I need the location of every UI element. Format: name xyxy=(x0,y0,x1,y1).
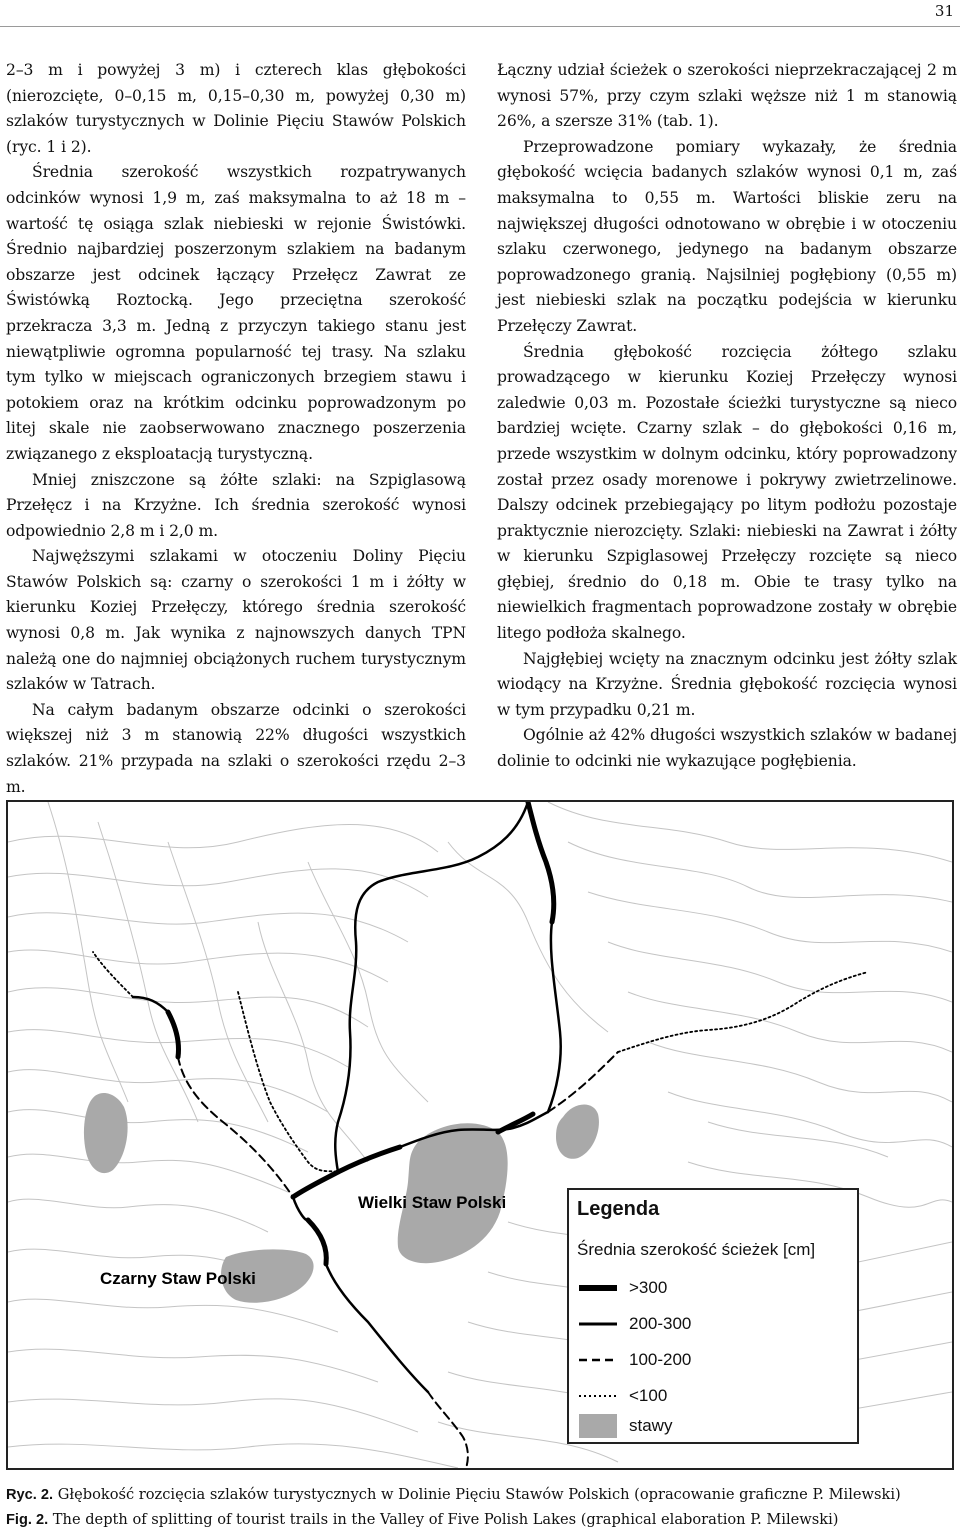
lake-label-wielki: Wielki Staw Polski xyxy=(358,1193,507,1212)
legend-item-label: <100 xyxy=(629,1386,668,1405)
paragraph: Średnia szerokość wszystkich rozpatrywanych odcinków wynosi 1,9 m, zaś maksymalna to aż 18 m – wartość tę osiąga szlak niebieski w rejonie Świstówki. Średnio najbardziej poszerzonym szlakiem na badanym obszarze jest odcinek łączący Przełęcz Zawrat ze Świstówką Roztocką. Jego przeciętna szerokość przekracza 3,3 m. Jedną z przyczyn takiego stanu jest niewątpliwie ogromna popularność tej trasy. Na szlaku tym tylko w miejscach ograniczonych brzegiem stawu i potokiem oraz na krótkim odcinku poprowadzonym po litej skale nie zaobserwowano znacznego poszerzenia związanego z eksploatacją turystyczną. xyxy=(6,163,466,463)
legend-title: Legenda xyxy=(577,1198,660,1220)
paragraph: Przeprowadzone pomiary wykazały, że średnia głębokość wcięcia badanych szlaków wynosi 0,1 m, zaś maksymalna to 0,55 m. Wartości bliskie zeru na największej długości odnotowano w obrębie i w otoczeniu szlaku czerwonego, jedynego na badanym obszarze poprowadzonego granią. Najsilniej pogłębiony (0,55 m) jest niebieski szlak na początku podejścia w kierunku Przełęczy Zawrat. xyxy=(497,137,957,335)
trail-solid xyxy=(326,1264,428,1392)
legend-item-100-200 xyxy=(577,1346,847,1374)
map-legend xyxy=(567,1188,859,1444)
trail-dashed xyxy=(178,1057,293,1197)
trail-solid xyxy=(293,1197,308,1220)
caption-label: Fig. 2. xyxy=(6,1512,49,1528)
lake-east xyxy=(556,1105,599,1159)
figure-caption-english xyxy=(6,1511,954,1528)
legend-item-under-100 xyxy=(577,1382,847,1410)
right-text-column xyxy=(497,58,957,775)
paragraph: Średnia głębokość rozcięcia żółtego szlaku prowadzącego w kierunku Koziej Przełęczy wynosi zaledwie 0,03 m. Pozostałe ścieżki turystyczne są nieco bardziej wcięte. Czarny szlak – do głębokości 0,16 m, przede wszystkim w dolnym odcinku, który poprowadzony został przez osady morenowe i pokrywy zwietrzelinowe. Dalszy odcinek przebiegający po litym podłożu pozostaje praktycznie nierozcięty. Szlaki: niebieski na Zawrat i żółty w kierunku Szpiglasowej Przełęczy rozcięte są nieco głębiej, średnio do 0,18 m. Obie te trasy tylko na niewielkich fragmentach poprowadzone zostały w obrębie litego podłoża skalnego. xyxy=(497,342,957,643)
paragraph: Najgłębiej wcięty na znacznym odcinku jest żółty szlak wiodący na Krzyżne. Średnia głębokość rozcięcia wynosi w tym przypadku 0,21 m. xyxy=(497,649,957,719)
legend-item-label: >300 xyxy=(629,1278,668,1297)
paragraph: Mniej zniszczone są żółte szlaki: na Szpiglasową Przełęcz i na Krzyżne. Ich średnia szerokość wynosi odpowiednio 2,8 m i 2,0 m. xyxy=(6,470,466,540)
trail-wide xyxy=(308,1220,326,1264)
paragraph: Najwęższymi szlakami w otoczeniu Doliny Pięciu Stawów Polskich są: czarny o szerokości 1 m i żółty w kierunku Koziej Przełęczy, którego średnia szerokość wynosi 0,8 m. Jak wynika z najnowszych danych TPN należą one do najmniej obciążonych ruchem turystycznym szlaków w Tatrach. xyxy=(6,547,466,694)
lake-west xyxy=(84,1093,128,1173)
legend-item-label: 200-300 xyxy=(629,1314,692,1333)
lake-swatch-icon xyxy=(577,1412,619,1440)
legend-item-over-300 xyxy=(577,1274,847,1302)
paragraph: Łączny udział ścieżek o szerokości nieprzekraczającej 2 m wynosi 57%, przy czym szlaki węższe niż 1 m stanowią 26%, a szersze 31% (tab. 1). xyxy=(497,61,957,131)
paragraph: 2–3 m i powyżej 3 m) i czterech klas głębokości (nierozcięte, 0–0,15 m, 0,15–0,30 m, powyżej 0,30 m) szlaków turystycznych w Dolinie Pięciu Stawów Polskich (ryc. 1 i 2). xyxy=(6,61,466,156)
trail-map-figure xyxy=(6,800,954,1470)
thick-line-icon xyxy=(577,1274,619,1302)
legend-item-label: stawy xyxy=(629,1416,673,1435)
header-rule xyxy=(0,26,960,27)
trail-dashed xyxy=(428,1392,468,1468)
solid-line-icon xyxy=(577,1310,619,1338)
trail-wide xyxy=(168,1012,179,1057)
caption-text: The depth of splitting of tourist trails in the Valley of Five Polish Lakes (graphical elaboration P. Milewski) xyxy=(48,1511,839,1528)
legend-subtitle: Średnia szerokość ścieżek [cm] xyxy=(577,1240,816,1259)
caption-text: Głębokość rozcięcia szlaków turystycznych w Dolinie Pięciu Stawów Polskich (opracowanie graficzne P. Milewski) xyxy=(53,1486,901,1503)
page-number: 31 xyxy=(934,2,954,20)
paragraph: Ogólnie aż 42% długości wszystkich szlaków w badanej dolinie to odcinki nie wykazujące pogłębienia. xyxy=(497,726,957,771)
trail-solid xyxy=(548,922,561,1112)
trail-wide xyxy=(338,1147,400,1172)
dashed-line-icon xyxy=(577,1346,619,1374)
legend-item-200-300 xyxy=(577,1310,847,1338)
legend-item-label: 100-200 xyxy=(629,1350,692,1369)
lake-label-czarny: Czarny Staw Polski xyxy=(100,1269,256,1288)
legend-item-lakes xyxy=(577,1412,847,1440)
trail-wide xyxy=(528,802,554,922)
figure-caption-polish xyxy=(6,1486,954,1503)
left-text-column xyxy=(6,58,466,800)
trail-dotted xyxy=(618,972,868,1052)
paragraph: Na całym badanym obszarze odcinki o szerokości większej niż 3 m stanowią 22% długości wszystkich szlaków. 21% przypada na szlaki o szerokości rzędu 2–3 m. xyxy=(6,700,466,796)
dotted-line-icon xyxy=(577,1382,619,1410)
trail-dashed xyxy=(548,1052,618,1112)
trail-wide xyxy=(293,1172,338,1197)
caption-label: Ryc. 2. xyxy=(6,1487,54,1503)
